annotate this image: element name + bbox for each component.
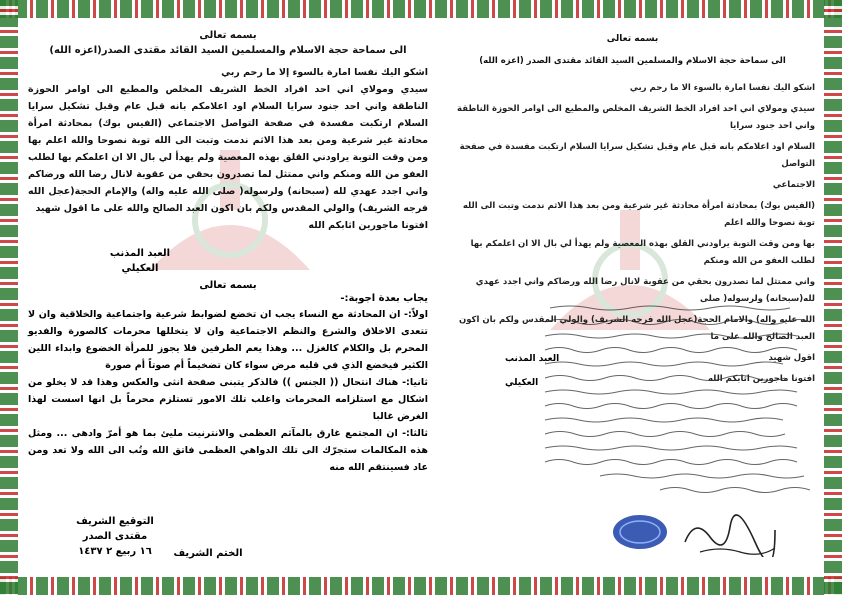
scan-line: الاجتماعي bbox=[772, 180, 815, 190]
letter-paragraph: افتونا ماجورين اثابكم الله bbox=[308, 220, 428, 231]
scan-address: الى سماحة حجة الاسلام والمسلمين السيد القائد مقتدى الصدر (اعزه الله) bbox=[479, 56, 786, 66]
sender-block bbox=[90, 248, 190, 274]
signature-block bbox=[60, 516, 170, 557]
letter-paragraph: سيدي ومولاي اني احد افراد الخط الشريف المخلص والمطيع الى اوامر الحوزة الناطقة واني احد جنود سرايا السلام اود اعلامكم بانه قبل عام وقبل تشكيل سرايا السلام ارتكبت مفسدة في صفحة التواصل الاجتماعي (الفيس بوك) بمحادثة امرأة محادثة غير شرعية ومن بعد هذا الاثم ندمت وتبت الى الله توبة نصوحا والله اعلم بها ومن وقت التوبة يراودني القلق بهذه المعصية ولم يهدأ لي بال الا ان اعلمكم بها لطلب العفو من الله ومنكم واني ممتثل لما تصدرون بحقي من عقوبة لانال رضا الله ورضاكم واني اجدد عهدي لله (سبحانه) ولرسوله( صلى الله عليه واله) والإمام الحجة(عجل الله فرجه الشريف) والولي المقدس ولكم بان اكون العبد الصالح والله على ما اقول شهيد bbox=[28, 84, 428, 214]
decorative-border-bottom bbox=[0, 577, 842, 595]
reply-point: ثانيا:- هناك انتحال (( الجنس )) فالذكر يتبنى صفحة انثى والعكس وهذا قد لا يخلو من اشكال مع استلزامه المحرمات واغلب تلك الامور تستلزم محرماً بل انها اسست لهذا الغرض غالبا bbox=[28, 377, 428, 422]
scan-line: افتونا ماجورين اثابكم الله bbox=[707, 374, 815, 384]
scan-sender-name: العكيلي bbox=[505, 378, 539, 388]
letter-paragraph: اشكو اليك نفسا امارة بالسوء إلا ما رحم ربي bbox=[221, 67, 428, 78]
reply-block bbox=[28, 280, 428, 476]
scan-title: بسمه تعالى bbox=[606, 34, 659, 44]
scan-sender-title: العبد المذنب bbox=[505, 354, 560, 364]
handwritten-reply-icon bbox=[540, 300, 810, 510]
reply-intro: يجاب بعدة اجوبة:- bbox=[340, 293, 428, 304]
scan-line: اشكو اليك نفسا امارة بالسوء الا ما رحم ربي bbox=[629, 83, 815, 93]
scan-line: الله عليه واله) والامام الحجة(عجل الله فرجه الشريف) والولي المقدس ولكم بان اكون العبد الصالح والله على ما bbox=[458, 315, 815, 342]
letter-title: بسمه تعالى bbox=[199, 30, 257, 41]
scan-line: بها ومن وقت التوبة يراودني القلق بهذه المعصية ولم يهدأ لي بال الا ان اعلمكم بها لطلب العفو من الله ومنكم bbox=[470, 239, 815, 266]
signature-label: التوقيع الشريف bbox=[76, 516, 154, 527]
decorative-border-right bbox=[824, 0, 842, 595]
seal-label: الختم الشريف bbox=[173, 548, 243, 559]
letter-date: ١٦ ربيع ٢ ١٤٣٧ bbox=[78, 546, 152, 557]
sender-title: العبد المذنب bbox=[109, 248, 171, 259]
decorative-border-left bbox=[0, 0, 18, 595]
letter-address: الى سماحة حجة الاسلام والمسلمين السيد القائد مقتدى الصدر(اعزه الله) bbox=[49, 45, 407, 56]
typed-letter bbox=[28, 24, 428, 234]
reply-point: ثالثا:- ان المجتمع غارق بالمآثم العظمى والانترنيت مليئ بما هو أمرّ وادهى ... ومثل هذه المكالمات ستجرّك الى تلك الدواهي العظمى فاتق الله وتُب الى الله ولا تعد ومن عاد فسينتقم الله منه bbox=[28, 428, 428, 473]
scan-line: واني ممتثل لما تصدرون بحقي من عقوبة لانال رضا الله ورضاكم واني اجدد عهدي لله(سبحانه) ولرسوله( صلى bbox=[475, 277, 815, 304]
handwritten-signature-icon bbox=[680, 512, 780, 557]
scan-line: (الفيس بوك) بمحادثة امرأة محادثة غير شرعية ومن بعد هذا الاثم ندمت وتبت الى الله توبة نصوحا والله اعلم bbox=[462, 201, 815, 228]
scan-line: السلام اود اعلامكم بانه قبل عام وقبل تشكيل سرايا السلام ارتكبت مفسدة في صفحة التواصل bbox=[459, 142, 815, 169]
reply-point: اولاً:- ان المحادثة مع النساء يجب ان تخضع لضوابط شرعية واجتماعية والخلاقية وان لا تتعدى الاخلاق والشرع والنظم الاجتماعية وان لا يتخللها محرمات كالصورة والفديو المحرم بل والكلام كالغزل ... وهذا يعم الطرفين فلا يجوز للمرأة الخضوع وابداء اللين الكثير فيخضع الذي في قلبه مرض سواء كان تضخيماً أم صوتاً أم صورة bbox=[28, 309, 428, 371]
scan-line: سيدي ومولاي اني احد افراد الخط الشريف المخلص والمطيع الى اوامر الحوزة الناطقة واني احد جنود سرايا bbox=[457, 104, 815, 131]
sender-name: العكيلي bbox=[121, 263, 159, 274]
scan-line: اقول شهيد bbox=[768, 353, 815, 363]
signer-name: مقتدى الصدر bbox=[82, 531, 148, 542]
decorative-border-top bbox=[0, 0, 842, 18]
reply-title: بسمه تعالى bbox=[199, 280, 257, 291]
official-seal-icon bbox=[610, 512, 670, 552]
